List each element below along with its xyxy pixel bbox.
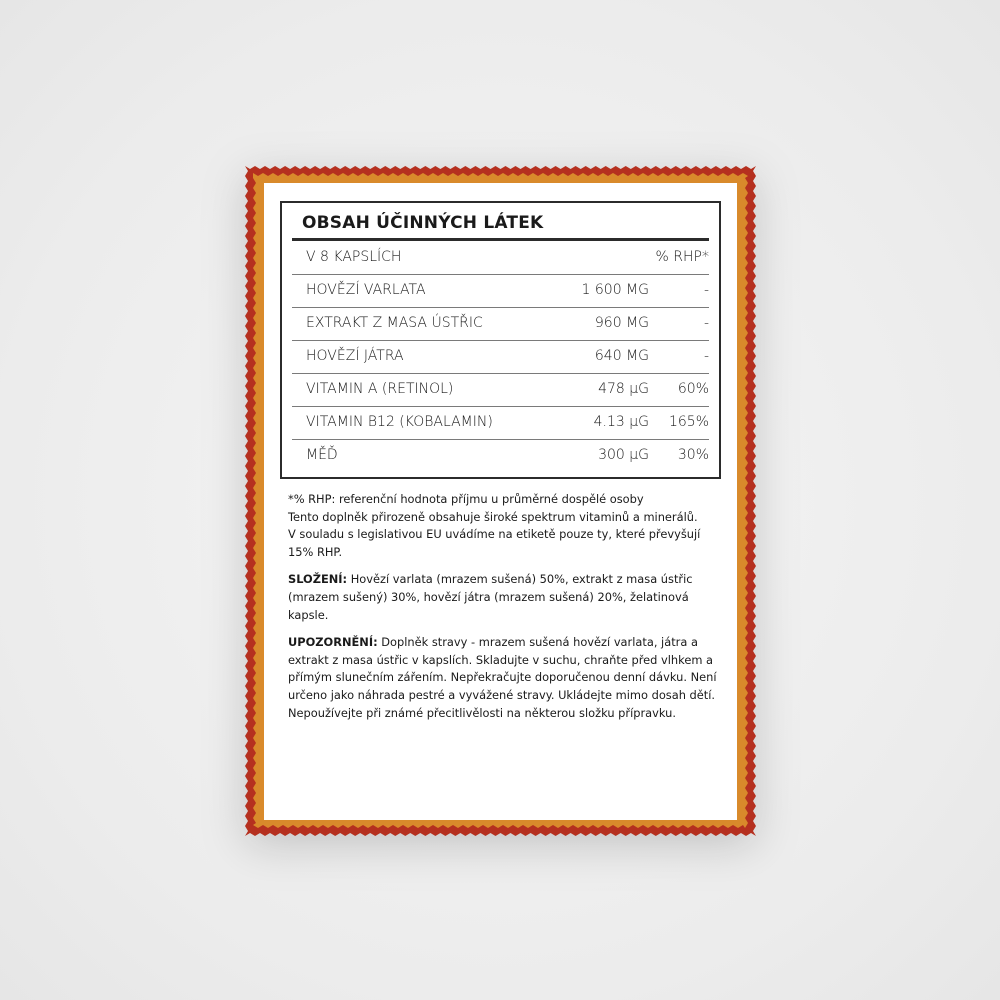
ingredient-name: HOVĚZÍ JÁTRA [306, 348, 404, 364]
ingredient-name: MĚĎ [306, 447, 338, 463]
table-row [292, 275, 709, 308]
composition-text: Hovězí varlata (mrazem sušená) 50%, extrakt z masa ústřic (mrazem sušený) 30%, hovězí játra (mrazem sušená) 20%, želatinová kapsle. [288, 572, 693, 622]
ingredient-amount: 4.13 µG [593, 414, 649, 430]
ingredient-amount: 300 µG [598, 447, 649, 463]
table-title: OBSAH ÚČINNÝCH LÁTEK [302, 213, 544, 233]
ingredient-name: VITAMIN B12 (KOBALAMIN) [306, 414, 493, 430]
ingredient-amount: 640 MG [594, 348, 649, 364]
nutrition-table [280, 201, 721, 479]
ingredient-rhp: 60% [677, 381, 709, 397]
footnote-line: Tento doplněk přirozeně obsahuje široké spektrum vitaminů a minerálů. [288, 509, 698, 524]
label-card [264, 183, 737, 820]
warning-text: Doplněk stravy - mrazem sušená hovězí varlata, játra a extrakt z masa ústřic v kapslích. Skladujte v suchu, chraňte před vlhkem a přímým slunečním zářením. Nepřekračujte doporučenou denní dávku. Není určeno jako náhrada pestré a vyvážené stravy. Ukládejte mimo dosah dětí. Nepoužívejte při známé přecitlivělosti na některou složku přípravku. [288, 635, 717, 720]
warning-label: UPOZORNĚNÍ: [288, 635, 378, 650]
ingredient-name: VITAMIN A (RETINOL) [306, 381, 454, 397]
composition-label: SLOŽENÍ: [288, 572, 348, 587]
title-divider [292, 238, 709, 241]
ingredient-rhp: - [703, 348, 709, 364]
table-row [292, 440, 709, 472]
ingredient-name: EXTRAKT Z MASA ÚSTŘIC [306, 315, 483, 331]
composition-paragraph [288, 571, 728, 624]
ingredient-amount: 960 MG [594, 315, 649, 331]
table-header-row [292, 242, 709, 275]
header-name: V 8 KAPSLÍCH [306, 249, 402, 265]
ingredient-rhp: - [703, 282, 709, 298]
table-row [292, 407, 709, 440]
ingredient-rhp: 30% [677, 447, 709, 463]
footnote-line: *% RHP: referenční hodnota příjmu u průměrné dospělé osoby [288, 492, 644, 506]
table-row [292, 374, 709, 407]
warning-paragraph [288, 634, 728, 722]
table-row [292, 308, 709, 341]
header-rhp: % RHP* [655, 249, 709, 265]
table-row [292, 341, 709, 374]
ingredient-rhp: - [703, 315, 709, 331]
ingredient-amount: 1 600 MG [581, 282, 649, 298]
footnote-line: V souladu s legislativou EU uvádíme na etiketě pouze ty, které převyšují 15% RHP. [288, 527, 701, 559]
ingredient-name: HOVĚZÍ VARLATA [306, 282, 426, 298]
label-notes [288, 491, 728, 722]
ingredient-rhp: 165% [668, 414, 709, 430]
ingredient-amount: 478 µG [598, 381, 649, 397]
supplement-label [244, 165, 757, 837]
table-rows [292, 242, 709, 472]
